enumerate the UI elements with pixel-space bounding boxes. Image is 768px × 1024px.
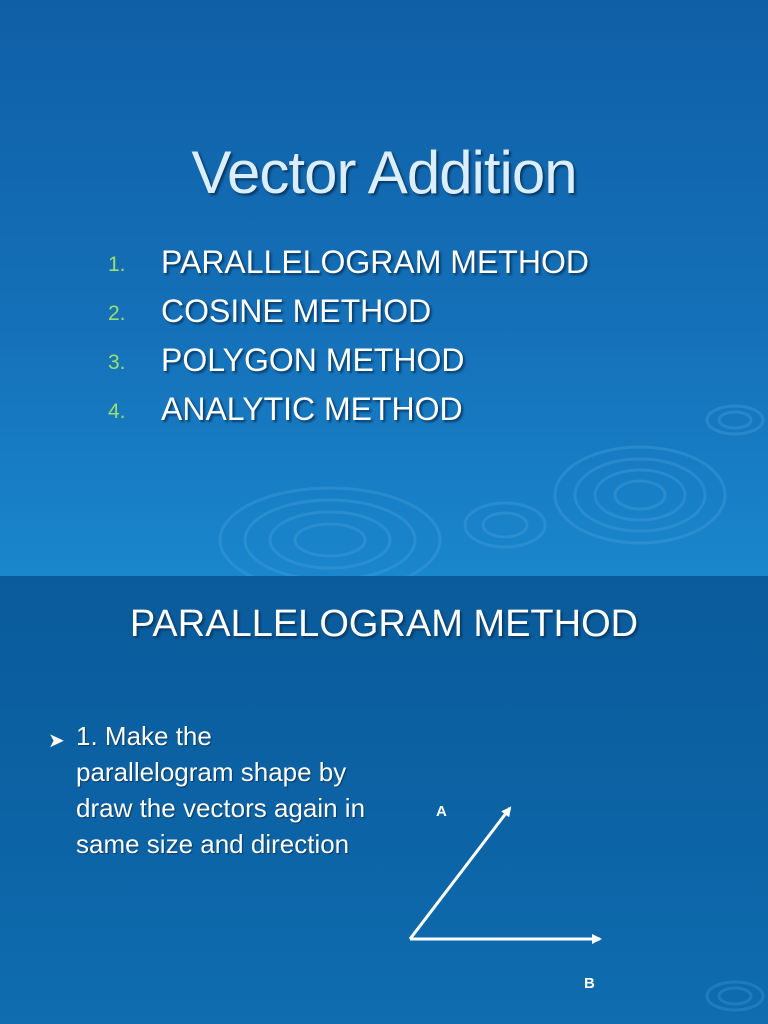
list-item-label: ANALYTIC METHOD: [161, 391, 463, 427]
list-number: 1.: [108, 253, 126, 276]
bullet-text: 1. Make the parallelogram shape by draw the vectors again in same size and direction: [76, 721, 366, 859]
list-number: 2.: [108, 302, 126, 325]
vector-a-arrow: [410, 808, 510, 939]
vector-a-label: A: [436, 803, 447, 820]
list-number: 4.: [108, 400, 126, 423]
list-number: 3.: [108, 351, 126, 374]
list-item-label: PARALLELOGRAM METHOD: [161, 244, 589, 280]
list-item-label: COSINE METHOD: [161, 293, 432, 329]
list-item-label: POLYGON METHOD: [161, 342, 465, 378]
slide-parallelogram-method: [0, 576, 768, 1024]
slide-title: PARALLELOGRAM METHOD: [129, 603, 639, 645]
vector-diagram: [380, 786, 620, 996]
vector-b-label: B: [584, 975, 595, 992]
arrowhead-bullet-icon: ➤: [48, 730, 65, 752]
slide-title: Vector Addition: [191, 139, 577, 206]
